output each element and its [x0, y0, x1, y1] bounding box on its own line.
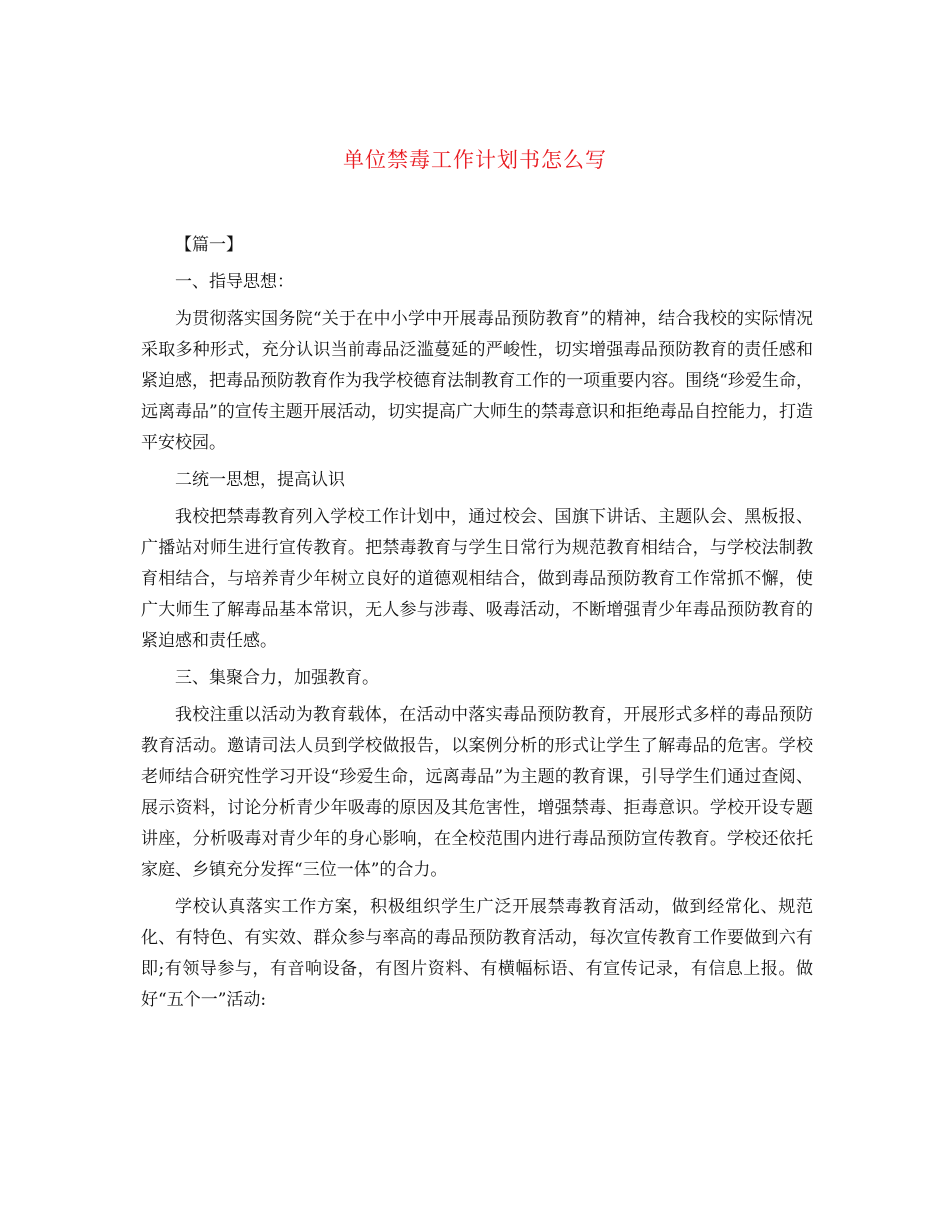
paragraph-activities: 我校注重以活动为教育载体，在活动中落实毒品预防教育，开展形式多样的毒品预防教育活动。邀请司法人员到学校做报告，以案例分析的形式让学生了解毒品的危害。学校老师结合研究性学习开设“珍爱生命，远离毒品”为主题的教育课，引导学生们通过查阅、展示资料，讨论分析青少年吸毒的原因及其危害性，增强禁毒、拒毒意识。学校开设专题讲座，分析吸毒对青少年的身心影响，在全校范围内进行毒品预防宣传教育。学校还依托家庭、乡镇充分发挥“三位一体”的合力。	[141, 705, 813, 880]
document-body	[141, 230, 813, 1022]
section-heading-strengthen-education: 三、集聚合力，加强教育。	[175, 668, 379, 688]
document-title: 单位禁毒工作计划书怎么写	[343, 148, 607, 172]
section-heading-guiding-ideology: 一、指导思想：	[175, 272, 294, 292]
paragraph-guiding-ideology: 为贯彻落实国务院“关于在中小学中开展毒品预防教育”的精神，结合我校的实际情况采取多种形式，充分认识当前毒品泛滥蔓延的严峻性，切实增强毒品预防教育的责任感和紧迫感，把毒品预防教育作为我学校德育法制教育工作的一项重要内容。围绕“珍爱生命，远离毒品”的宣传主题开展活动，切实提高广大师生的禁毒意识和拒绝毒品自控能力，打造平安校园。	[141, 309, 813, 453]
paragraph-unify-thinking: 我校把禁毒教育列入学校工作计划中，通过校会、国旗下讲话、主题队会、黑板报、广播站对师生进行宣传教育。把禁毒教育与学生日常行为规范教育相结合，与学校法制教育相结合，与培养青少年树立良好的道德观相结合，做到毒品预防教育工作常抓不懈，使广大师生了解毒品基本常识，无人参与涉毒、吸毒活动，不断增强青少年毒品预防教育的紧迫感和责任感。	[141, 507, 813, 651]
paragraph-implementation: 学校认真落实工作方案，积极组织学生广泛开展禁毒教育活动，做到经常化、规范化、有特色、有实效、群众参与率高的毒品预防教育活动，每次宣传教育工作要做到六有即;有领导参与，有音响设备，有图片资料、有横幅标语、有宣传记录，有信息上报。做好“五个一”活动:	[141, 897, 813, 1010]
section-label: 【篇一】	[175, 235, 243, 255]
section-heading-unify-thinking: 二统一思想，提高认识	[175, 470, 345, 490]
